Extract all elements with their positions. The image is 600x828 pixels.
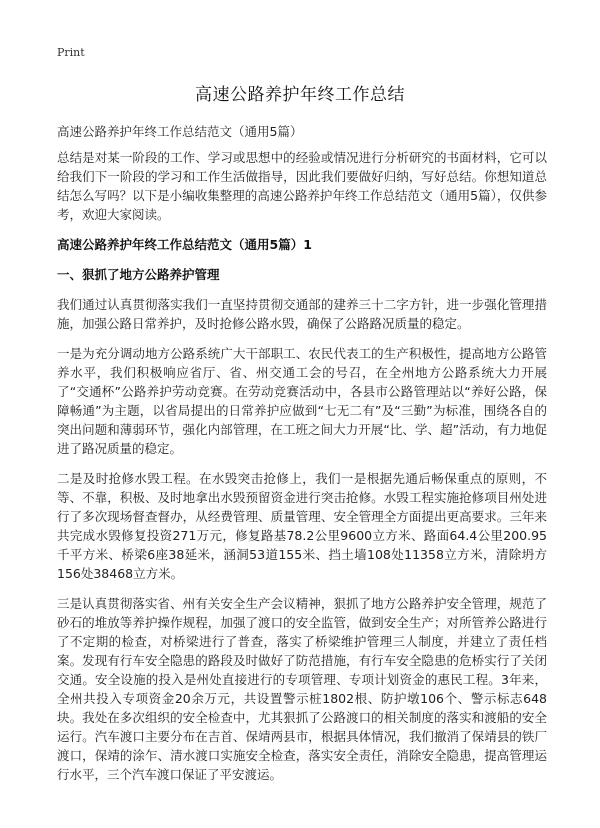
article-heading: 高速公路养护年终工作总结范文（通用5篇）1 bbox=[57, 237, 312, 252]
intro-paragraph: 总结是对某一阶段的工作、学习或思想中的经验或情况进行分析研究的书面材料，它可以给我们下一阶段的学习和工作生活做指导，因此我们要做好归纳，写好总结。你想知道总结怎么写吗？以下是小编收集整理的高速公路养护年终工作总结范文（通用5篇），仅供参考，欢迎大家阅读。 bbox=[57, 150, 547, 222]
body-paragraph-4: 三是认真贯彻落实省、州有关安全生产会议精神，狠抓了地方公路养护安全管理，规范了砂石的堆放等养护操作规程，加强了渡口的安全监管，做到安全生产；对所管养公路进行了不定期的检查，对桥梁进行了普查，落实了桥梁维护管理三人制度，并建立了责任档案。发现有行车安全隐患的路段及时做好了防范措施，有行车安全隐患的危桥实行了关闭交通。安全设施的投入是州处直接进行的专项管理、专项计划资金的惠民工程。3年来，全州共投入专项资金20余万元，共设置警示桩1802根、防护墩106个、警示标志648块。我处在多次组织的安全检查中，尤其狠抓了公路渡口的相关制度的落实和渡船的安全运行。汽车渡口主要分布在吉首、保靖两县市，根据具体情况，我们撤消了保靖县的铁厂渡口，保靖的涂乍、清水渡口实施安全检查，落实安全责任，消除安全隐患，提高管理运行水平，三个汽车渡口保证了平安渡运。 bbox=[57, 596, 547, 782]
body-paragraph-3: 二是及时抢修水毁工程。在水毁突击抢修上，我们一是根据先通后畅保重点的原则，不等、不靠，积极、及时地拿出水毁预留资金进行突击抢修。水毁工程实施抢修项目州处进行了多次现场督查督办，从经费管理、质量管理、安全管理全方面提出更高要求。三年来共完成水毁修复投资271万元，修复路基78.2公里9600立方米、路面64.4公里200.95千平方米、桥梁6座38延米，涵洞53道155米、挡土墙108处11358立方米，清除坍方156处38468立方米。 bbox=[57, 471, 547, 581]
body-paragraph-1: 我们通过认真贯彻落实我们一直坚持贯彻交通部的建养三十二字方针，进一步强化管理措施，加强公路日常养护，及时抢修公路水毁，确保了公路路况质量的稳定。 bbox=[57, 297, 547, 331]
document-title: 高速公路养护年终工作总结 bbox=[195, 85, 405, 105]
section-heading: 一、狠抓了地方公路养护管理 bbox=[57, 267, 220, 282]
print-label[interactable]: Print bbox=[57, 46, 85, 59]
document-subtitle: 高速公路养护年终工作总结范文（通用5篇） bbox=[57, 124, 303, 139]
document-body bbox=[57, 148, 547, 795]
body-paragraph-2: 一是为充分调动地方公路系统广大干部职工、农民代表工的生产积极性，提高地方公路管养水平，我们积极响应省厅、省、州交通工会的号召，在全州地方公路系统大力开展了“交通杯”公路养护劳动竞赛。在劳动竞赛活动中，各县市公路管理站以“养好公路，保障畅通”为主题，以省局提出的日常养护应做到“七无二有”及“三勤”为标准，围绕各自的突出问题和薄弱环节，强化内部管理，在工班之间大力开展“比、学、超”活动，有力地促进了路况质量的稳定。 bbox=[57, 346, 547, 456]
